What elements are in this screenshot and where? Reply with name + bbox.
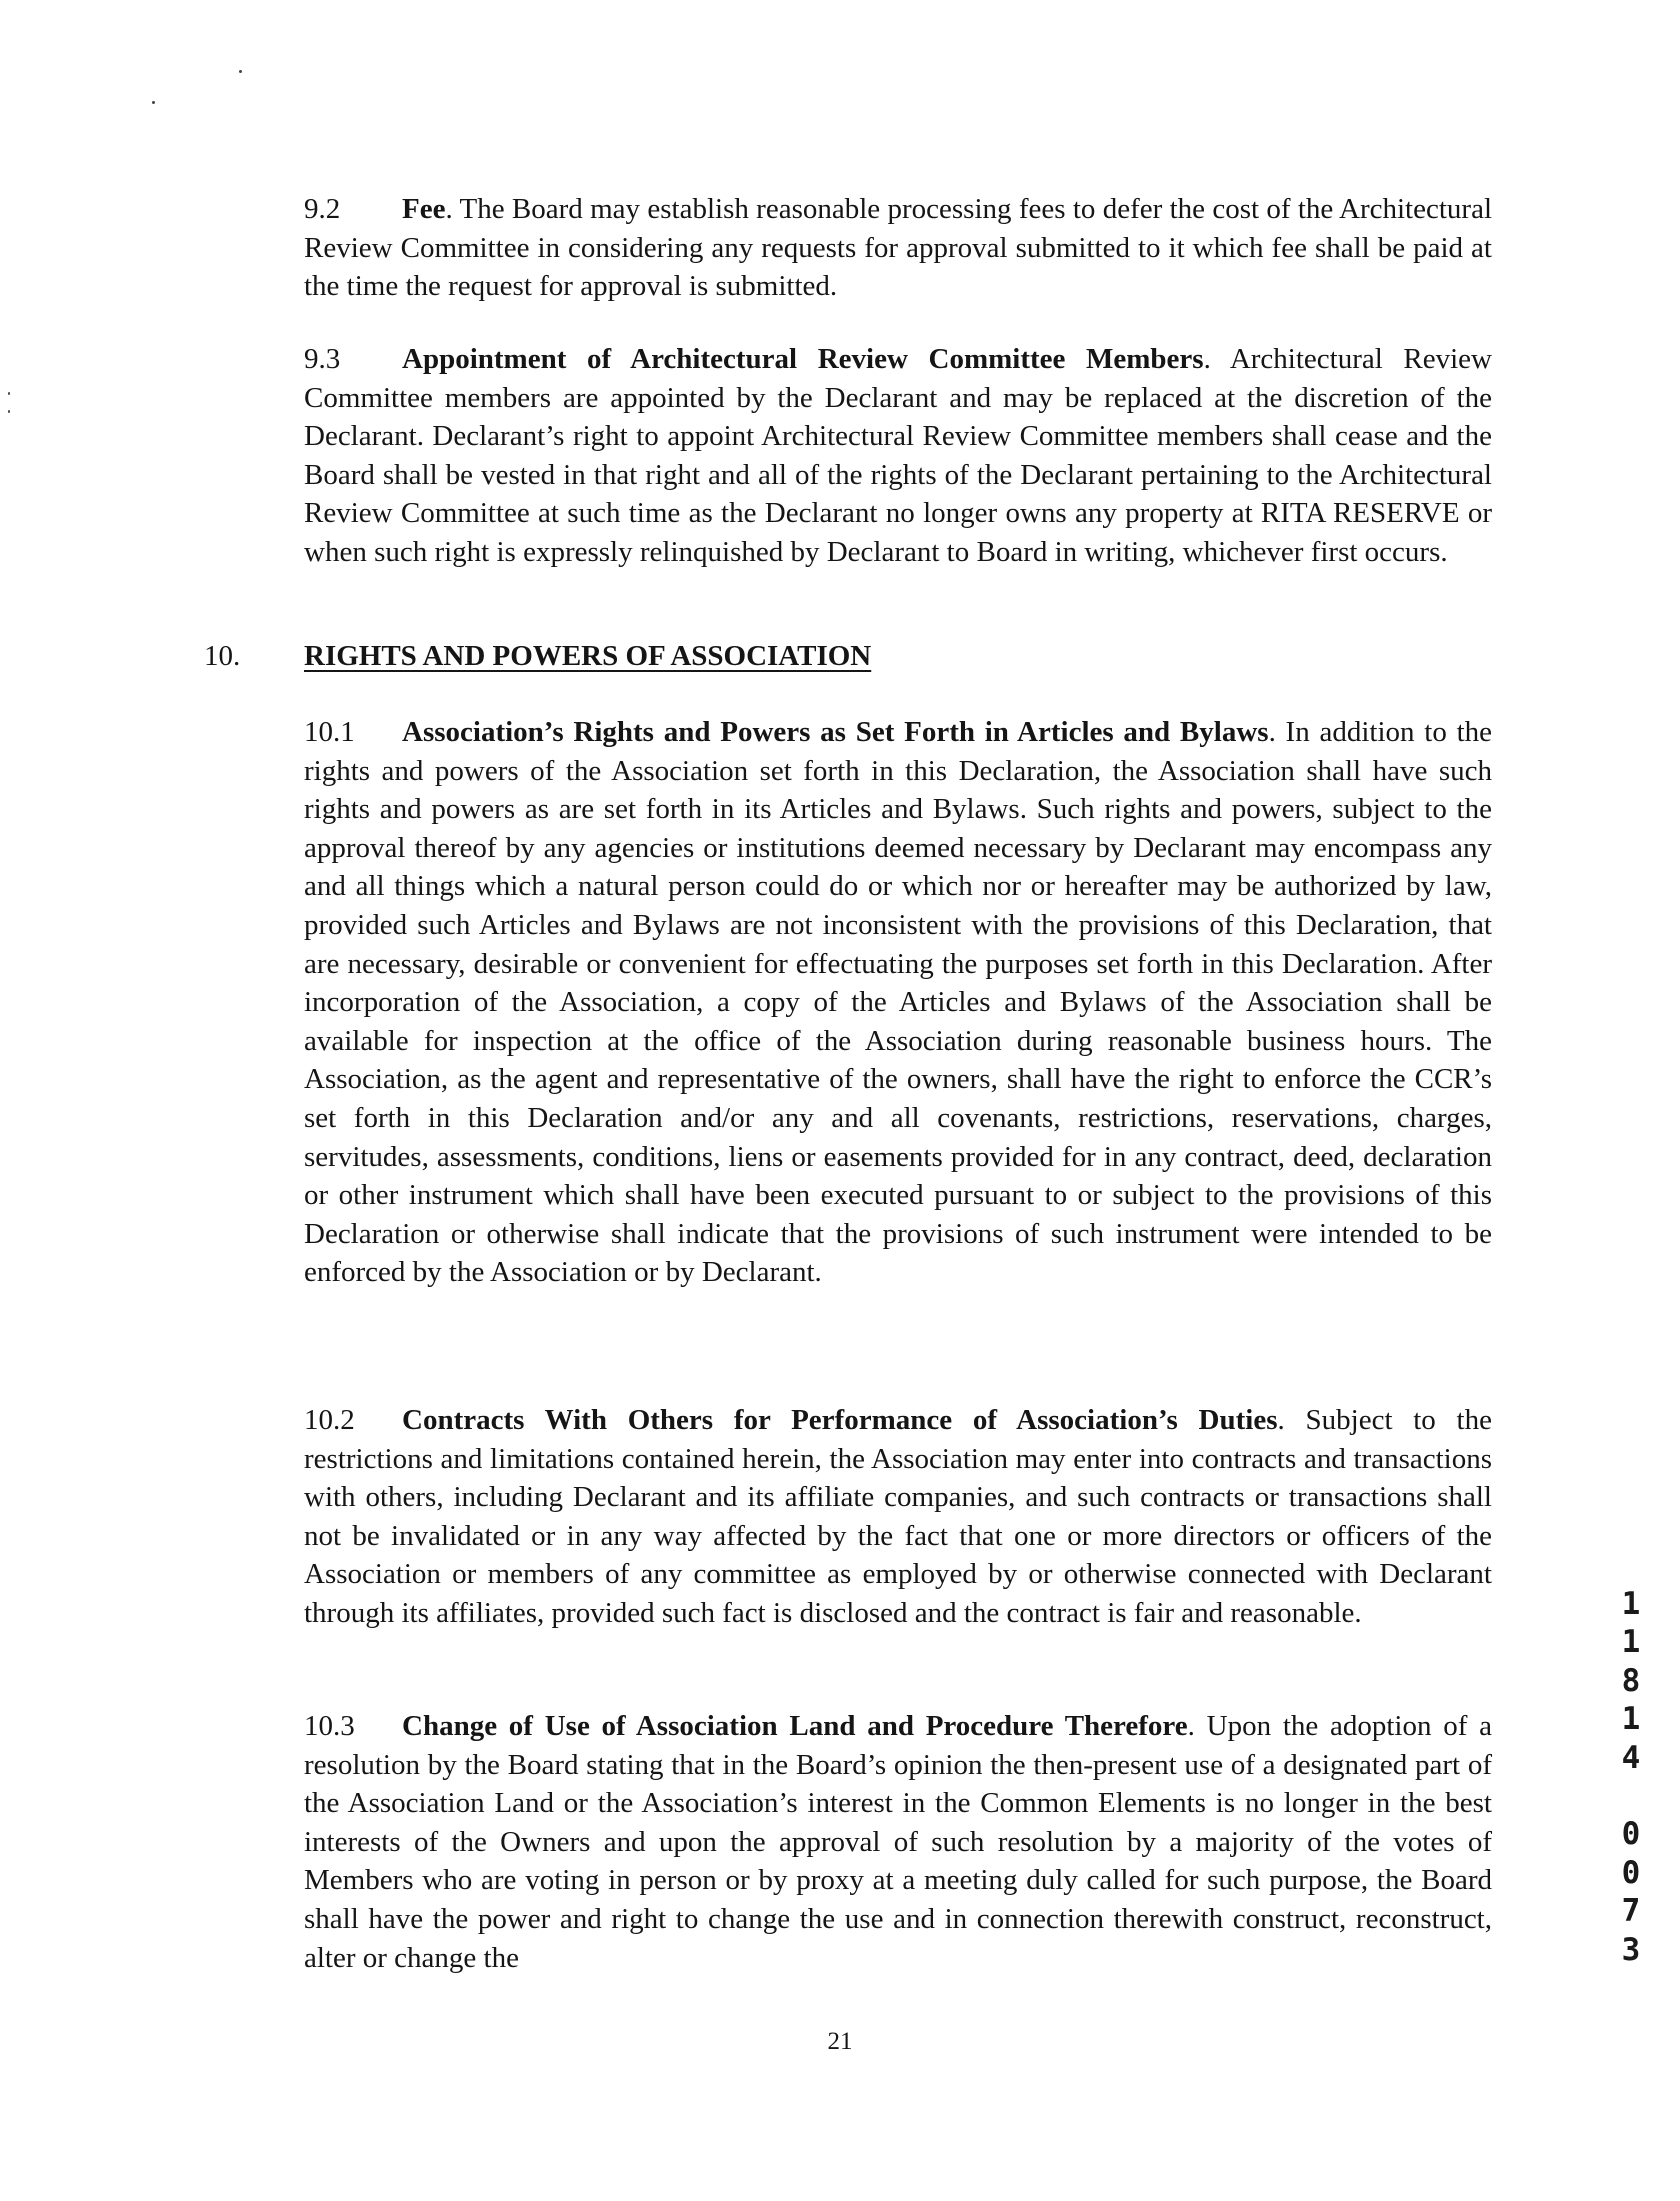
section-number: 9.3 [304,343,341,375]
section-10-3 [304,1707,1492,1977]
section-10-1 [304,713,1492,1292]
stamp-char: 0 [1621,1854,1641,1891]
stamp-char: 1 [1621,1701,1641,1738]
scan-speck [8,392,10,395]
stamp-char: 4 [1621,1739,1641,1776]
stamp-char: 7 [1621,1893,1641,1930]
scan-speck [239,70,242,73]
stamp-char: 0 [1621,1816,1641,1853]
section-10-2 [304,1401,1492,1633]
recording-stamp [1618,1585,1644,1969]
stamp-char: 1 [1621,1624,1641,1661]
section-9-2 [304,190,1492,306]
stamp-char: 8 [1621,1662,1641,1699]
section-heading: Contracts With Others for Performance of Association’s Duties [402,1404,1278,1436]
scan-speck [152,101,155,104]
section-10-title: RIGHTS AND POWERS OF ASSOCIATION [304,640,872,672]
section-body: . Architectural Review Committee members are appointed by the Declarant and may be replaced at the discretion of the Declarant. Declarant’s right to appoint Architectural Review Committee members shall cease and the Board shall be vested in that right and all of the rights of the Declarant pertaining to the Architectural Review Committee at such time as the Declarant no longer owns any property at RITA RESERVE or when such right is expressly relinquished by Declarant to Board in writing, whichever first occurs. [304,343,1492,568]
section-heading: Fee [402,193,446,225]
stamp-char [1618,1777,1644,1815]
section-9-3 [304,340,1492,572]
section-10-number: 10. [204,640,241,672]
section-number: 9.2 [304,193,341,225]
section-heading: Change of Use of Association Land and Procedure Therefore [402,1710,1188,1742]
stamp-char: 3 [1621,1931,1641,1968]
stamp-char: 1 [1621,1586,1641,1622]
section-body: . In addition to the rights and powers of the Association set forth in this Declaration, the Association shall have such rights and powers as are set forth in its Articles and Bylaws. Such rights and powers, subject to the approval thereof by any agencies or institutions deemed necessary by Declarant may encompass any and all things which a natural person could do or which nor or hereafter may be authorized by law, provided such Articles and Bylaws are not inconsistent with the provisions of this Declaration, that are necessary, desirable or convenient for effectuating the purposes set forth in this Declaration. After incorporation of the Association, a copy of the Articles and Bylaws of the Association shall be available for inspection at the office of the Association during reasonable business hours. The Association, as the agent and representative of the owners, shall have the right to enforce the CCR’s set forth in this Declaration and/or any and all covenants, restrictions, reservations, charges, servitudes, assessments, conditions, liens or easements provided for in any contract, deed, declaration or other instrument which shall have been executed pursuant to or subject to the provisions of this Declaration or otherwise shall indicate that the provisions of such instrument were intended to be enforced by the Association or by Declarant. [304,716,1492,1289]
section-body: . Upon the adoption of a resolution by the Board stating that in the Board’s opinion the then-present use of a designated part of the Association Land or the Association’s interest in the Common Elements is no longer in the best interests of the Owners and upon the approval of such resolution by a majority of the votes of Members who are voting in person or by proxy at a meeting duly called for such purpose, the Board shall have the power and right to change the use and in connection therewith construct, reconstruct, alter or change the [304,1710,1492,1974]
page-number: 21 [827,2028,853,2055]
section-number: 10.1 [304,716,355,748]
section-body: . The Board may establish reasonable processing fees to defer the cost of the Architectural Review Committee in considering any requests for approval submitted to it which fee shall be paid at the time the request for approval is submitted. [304,193,1492,303]
section-heading: Association’s Rights and Powers as Set Forth in Articles and Bylaws [402,716,1269,748]
section-number: 10.2 [304,1404,355,1436]
section-body: . Subject to the restrictions and limitations contained herein, the Association may enter into contracts and transactions with others, including Declarant and its affiliate companies, and such contracts or transactions shall not be invalidated or in any way affected by the fact that one or more directors or officers of the Association or members of any committee as employed by or otherwise connected with Declarant through its affiliates, provided such fact is disclosed and the contract is fair and reasonable. [304,1404,1492,1629]
section-number: 10.3 [304,1710,355,1742]
section-heading: Appointment of Architectural Review Committee Members [402,343,1204,375]
scan-speck [8,410,10,413]
